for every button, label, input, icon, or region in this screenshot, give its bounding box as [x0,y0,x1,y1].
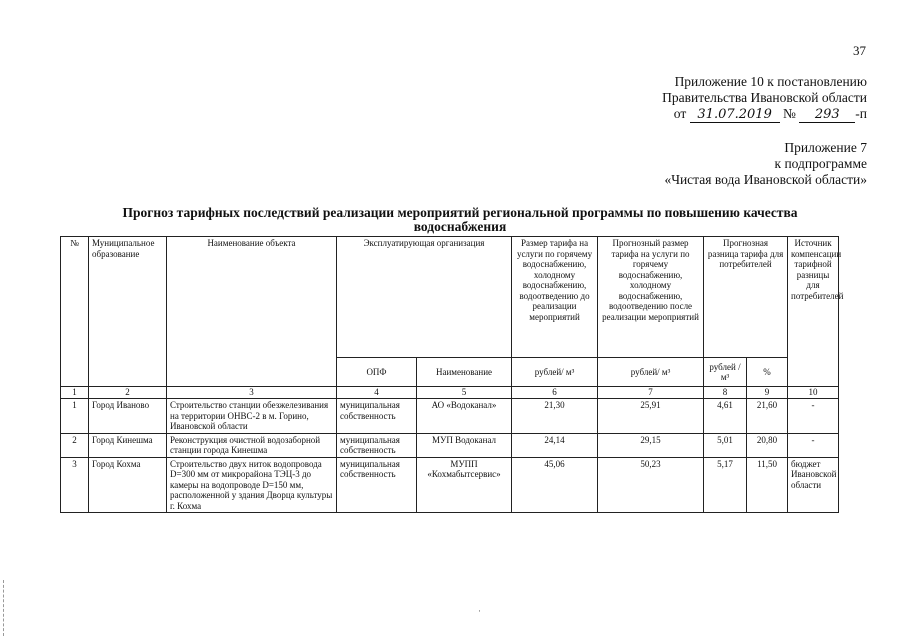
cell-tariff-before: 45,06 [512,457,598,513]
cell-diff-rub: 5,01 [704,433,747,457]
header-primary-line1: Приложение 10 к постановлению [674,74,867,89]
column-number: 5 [417,387,512,399]
header-organization: Эксплуатирующая организация [337,237,512,358]
column-number: 10 [788,387,839,399]
cell-num: 2 [61,433,89,457]
page-number: 37 [853,43,866,58]
cell-tariff-after: 29,15 [598,433,704,457]
handwritten-number: 293 [799,108,855,123]
header-primary-line3 [662,106,867,123]
cell-num: 3 [61,457,89,513]
subheader-unit-before: рублей/ м³ [512,358,598,387]
number-sign: № [783,106,796,121]
column-number: 7 [598,387,704,399]
column-number: 1 [61,387,89,399]
cell-diff-rub: 5,17 [704,457,747,513]
column-number: 2 [89,387,167,399]
column-number-row [61,387,839,399]
cell-source: - [788,399,839,434]
header-primary-line2: Правительства Ивановской области [662,90,867,105]
header-tariff-before: Размер тарифа на услуги по горячему водоснабжению, холодному водоснабжению, водоотведению до реализации мероприятий [512,237,598,358]
column-number: 3 [167,387,337,399]
cell-object: Реконструкция очистной водозаборной станции города Кинешма [167,433,337,457]
cell-object: Строительство станции обезжелезивания на территории ОНВС-2 в м. Горино, Ивановской области [167,399,337,434]
subheader-unit-diff: рублей / м³ [704,358,747,387]
scan-speck: · [478,606,481,616]
cell-municipality: Город Кинешма [89,433,167,457]
date-prefix: от [673,106,687,121]
header-secondary-line3: «Чистая вода Ивановской области» [664,172,867,187]
table-row [61,399,839,434]
scan-margin-line [3,580,5,636]
cell-tariff-after: 50,23 [598,457,704,513]
header-num: № [61,237,89,387]
subheader-opf: ОПФ [337,358,417,387]
header-primary [662,74,867,123]
cell-num: 1 [61,399,89,434]
column-number: 4 [337,387,417,399]
cell-tariff-after: 25,91 [598,399,704,434]
cell-diff-pct: 21,60 [747,399,788,434]
document-title: Прогноз тарифных последствий реализации мероприятий региональной программы по повышению качества водоснабжения [122,205,798,234]
table-row [61,457,839,513]
cell-org-name: МУПП «Кохмабытсервис» [417,457,512,513]
handwritten-date: 31.07.2019 [690,108,780,123]
header-object: Наименование объекта [167,237,337,387]
cell-object: Строительство двух ниток водопровода D=300 мм от микрорайона ТЭЦ-3 до камеры на водопроводе D=150 мм, расположенной у здания Дворца культуры г. Кохма [167,457,337,513]
cell-tariff-before: 24,14 [512,433,598,457]
column-number: 8 [704,387,747,399]
subheader-unit-after: рублей/ м³ [598,358,704,387]
table-row [61,433,839,457]
cell-diff-pct: 11,50 [747,457,788,513]
cell-opf: муниципальная собственность [337,433,417,457]
cell-source: бюджет Ивановской области [788,457,839,513]
header-row [61,237,839,358]
cell-diff-pct: 20,80 [747,433,788,457]
cell-municipality: Город Кохма [89,457,167,513]
header-secondary [664,140,867,188]
number-suffix: -п [855,106,867,121]
cell-org-name: МУП Водоканал [417,433,512,457]
cell-diff-rub: 4,61 [704,399,747,434]
cell-opf: муниципальная собственность [337,399,417,434]
subheader-name: Наименование [417,358,512,387]
column-number: 6 [512,387,598,399]
column-number: 9 [747,387,788,399]
header-secondary-line1: Приложение 7 [784,140,867,155]
header-municipality: Муниципальное образование [89,237,167,387]
header-difference: Прогнозная разница тарифа для потребителей [704,237,788,358]
tariff-forecast-table [60,236,844,513]
subheader-percent: % [747,358,788,387]
cell-source: - [788,433,839,457]
header-source: Источник компенсации тарифной разницы для потребителей [788,237,839,387]
cell-org-name: АО «Водоканал» [417,399,512,434]
cell-municipality: Город Иваново [89,399,167,434]
header-secondary-line2: к подпрограмме [774,156,867,171]
cell-tariff-before: 21,30 [512,399,598,434]
cell-opf: муниципальная собственность [337,457,417,513]
header-tariff-after: Прогнозный размер тарифа на услуги по горячему водоснабжению, холодному водоснабжению, водоотведению после реализации мероприятий [598,237,704,358]
